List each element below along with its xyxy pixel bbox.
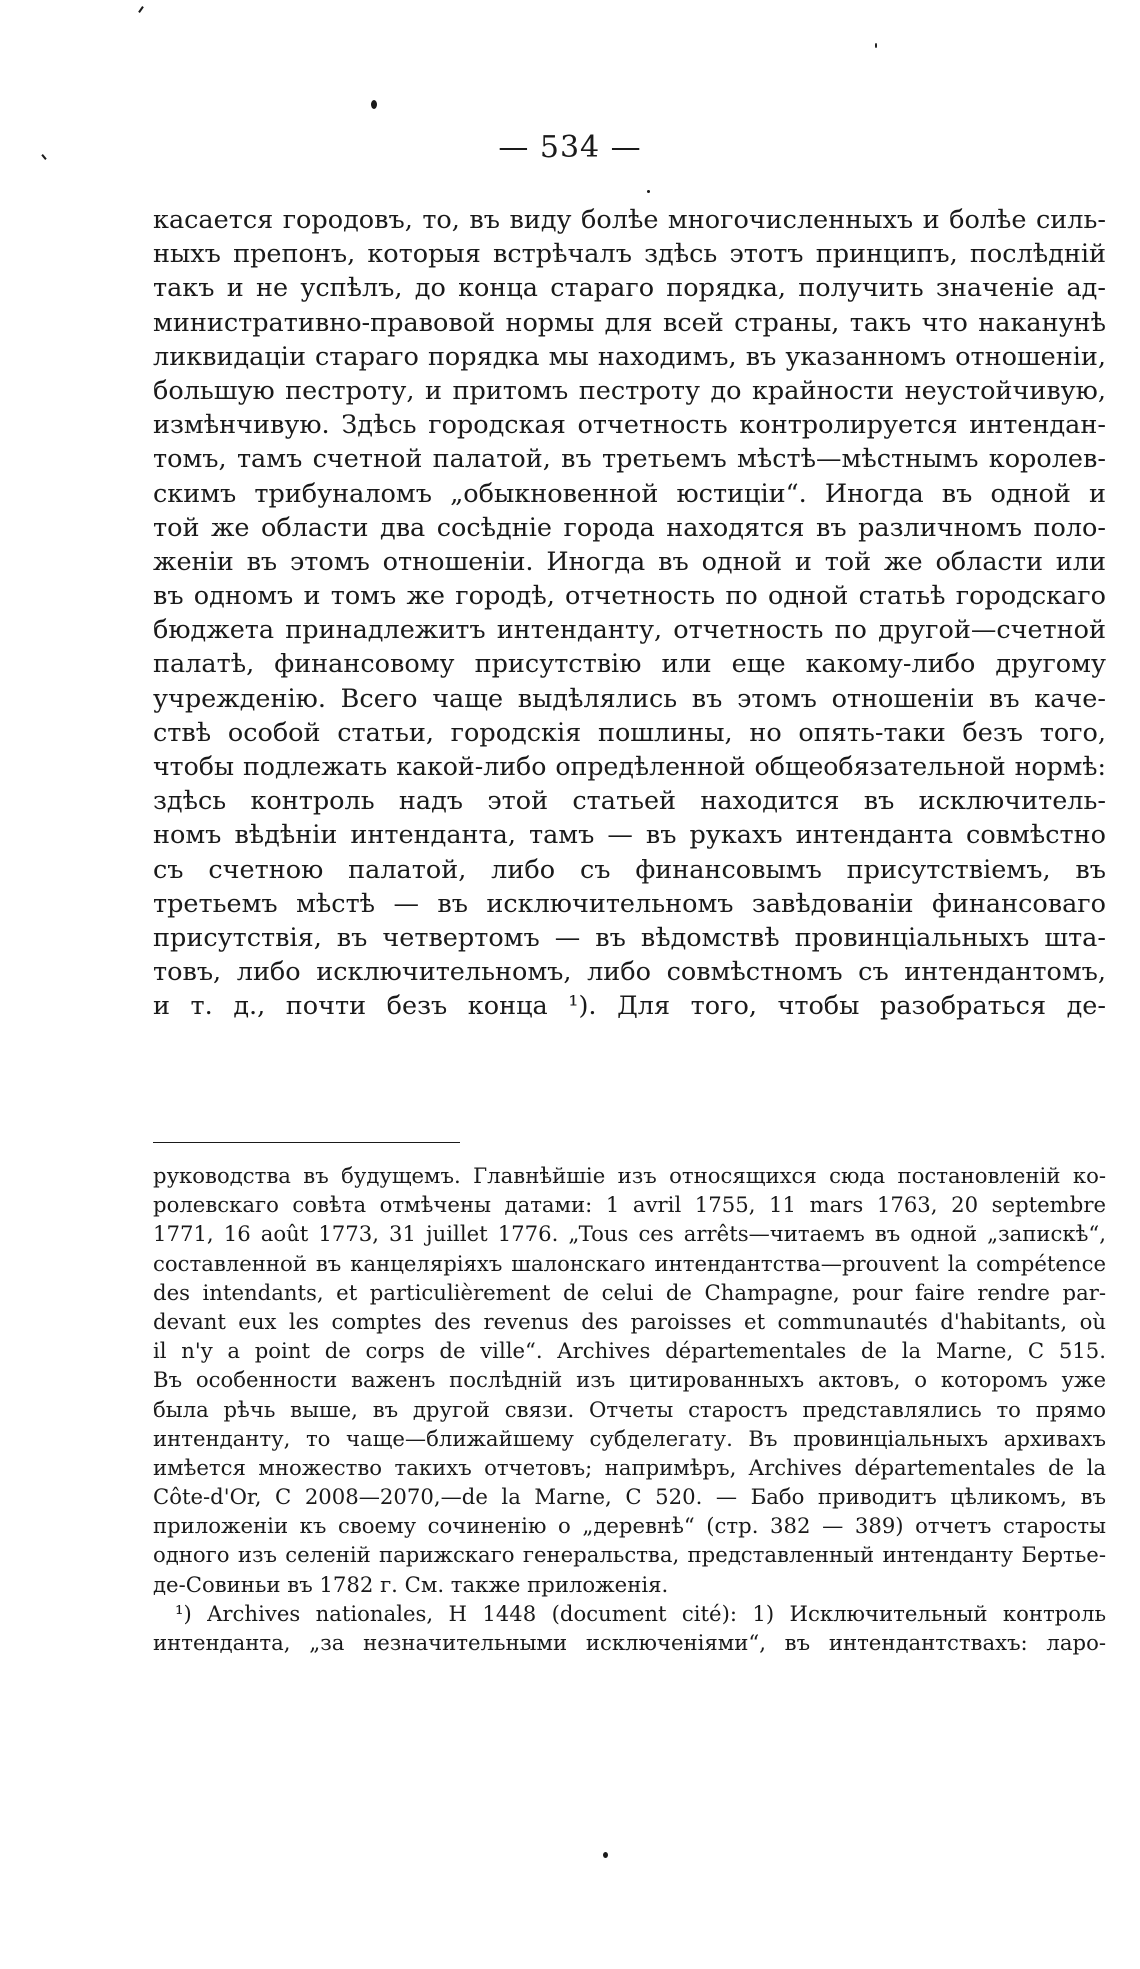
footnote-note-line: интенданта, „за незначительными исключеніями“, въ интендантствахъ: ларо- (153, 1630, 1106, 1655)
page-number: — 534 — (498, 130, 642, 165)
text-line: такъ и не успѣлъ, до конца стараго порядка, получить значеніе ад- (153, 273, 1106, 304)
text-line: присутствія, въ четвертомъ — въ вѣдомствѣ провинціальныхъ шта- (153, 922, 1106, 953)
text-line: ликвидаціи стараго порядка мы находимъ, въ указанномъ отношеніи, (153, 341, 1106, 372)
footnote-divider (153, 1142, 460, 1143)
ink-speck (875, 43, 877, 48)
text-line: ныхъ препонъ, которыя встрѣчалъ здѣсь этотъ принципъ, послѣдній (153, 239, 1106, 270)
footnote-line: devant eux les comptes des revenus des paroisses et communautés d'habitants, où (153, 1308, 1106, 1334)
ink-speck (603, 1852, 608, 1858)
footnote-line: 1771, 16 août 1773, 31 juillet 1776. „Tous ces arrêts—читаемъ въ одной „запискѣ“, (153, 1221, 1106, 1247)
text-line: номъ вѣдѣніи интенданта, тамъ — въ рукахъ интенданта совмѣстно (153, 820, 1106, 851)
footnote-line: il n'y a point de corps de ville“. Archives départementales de la Marne, C 515. (153, 1338, 1106, 1364)
footnote-line: ролевскаго совѣта отмѣчены датами: 1 avril 1755, 11 mars 1763, 20 septembre (153, 1192, 1106, 1218)
footnote-line: Côte-d'Or, C 2008—2070,—de la Marne, C 520. — Бабо приводитъ цѣликомъ, въ (153, 1484, 1106, 1510)
text-line: товъ, либо исключительномъ, либо совмѣстномъ съ интендантомъ, (153, 957, 1106, 988)
footnote-line: де-Совиньи въ 1782 г. См. также приложенія. (153, 1571, 669, 1597)
text-line: женіи въ этомъ отношеніи. Иногда въ одной и той же области или (153, 546, 1106, 577)
text-line: и т. д., почти безъ конца ¹). Для того, чтобы разобраться де- (153, 991, 1106, 1022)
text-line: третьемъ мѣстѣ — въ исключительномъ завѣдованіи финансоваго (153, 888, 1106, 919)
footnote-line: приложеніи къ своему сочиненію о „деревнѣ“ (стр. 382 — 389) отчетъ старосты (153, 1513, 1106, 1539)
text-line: съ счетною палатой, либо съ финансовымъ присутствіемъ, въ (153, 854, 1106, 885)
footnote-line: руководства въ будущемъ. Главнѣйшіе изъ относящихся сюда постановленій ко- (153, 1163, 1106, 1188)
text-line: учрежденію. Всего чаще выдѣлялись въ этомъ отношеніи въ каче- (153, 683, 1106, 714)
text-line: ствѣ особой статьи, городскія пошлины, но опять-таки безъ того, (153, 717, 1106, 748)
text-line: здѣсь контроль надъ этой статьей находится въ исключитель- (153, 786, 1106, 817)
text-line: томъ, тамъ счетной палатой, въ третьемъ мѣстѣ—мѣстнымъ королев- (153, 444, 1106, 475)
footnote-line: одного изъ селеній парижскаго генеральства, представленный интенданту Бертье- (153, 1542, 1106, 1568)
text-line: чтобы подлежать какой-либо опредѣленной общеобязательной нормѣ: (153, 752, 1106, 781)
text-line: въ одномъ и томъ же городѣ, отчетность по одной статьѣ городскаго (153, 581, 1106, 612)
footnotes (153, 1161, 1106, 1657)
text-line: большую пестроту, и притомъ пестроту до крайности неустойчивую, (153, 375, 1106, 406)
text-line: касается городовъ, то, въ виду болѣе многочисленныхъ и болѣе силь- (153, 205, 1106, 235)
ink-mark (138, 6, 144, 13)
footnote-line: была рѣчь выше, въ другой связи. Отчеты старостъ представлялись то прямо (153, 1396, 1106, 1422)
text-line: министративно-правовой нормы для всей страны, такъ что наканунѣ (153, 307, 1106, 338)
footnote-note-line: ¹) Archives nationales, H 1448 (document cité): 1) Исключительный контроль (175, 1600, 1106, 1626)
text-line: измѣнчивую. Здѣсь городская отчетность контролируется интендан- (153, 410, 1106, 441)
footnote-line: Въ особенности важенъ послѣдній изъ цитированныхъ актовъ, о которомъ уже (153, 1367, 1106, 1393)
ink-speck (647, 190, 650, 193)
ink-speck (371, 100, 377, 109)
footnote-line: составленной въ канцеляріяхъ шалонскаго интендантства—prouvent la compétence (153, 1250, 1106, 1276)
text-line: палатѣ, финансовому присутствію или еще какому-либо другому (153, 649, 1106, 680)
footnote-line: интенданту, то чаще—ближайшему субделегату. Въ провинціальныхъ архивахъ (153, 1425, 1106, 1451)
footnote-line: имѣется множество такихъ отчетовъ; напримѣръ, Archives départementales de la (153, 1454, 1106, 1480)
text-line: бюджета принадлежитъ интенданту, отчетность по другой—счетной (153, 615, 1106, 646)
footnote-line: des intendants, et particulièrement de celui de Champagne, pour faire rendre par- (153, 1279, 1106, 1305)
text-line: той же области два сосѣдніе города находятся въ различномъ поло- (153, 512, 1106, 543)
main-text (153, 203, 1106, 1024)
text-line: скимъ трибуналомъ „обыкновенной юстиціи“. Иногда въ одной и (153, 478, 1106, 509)
